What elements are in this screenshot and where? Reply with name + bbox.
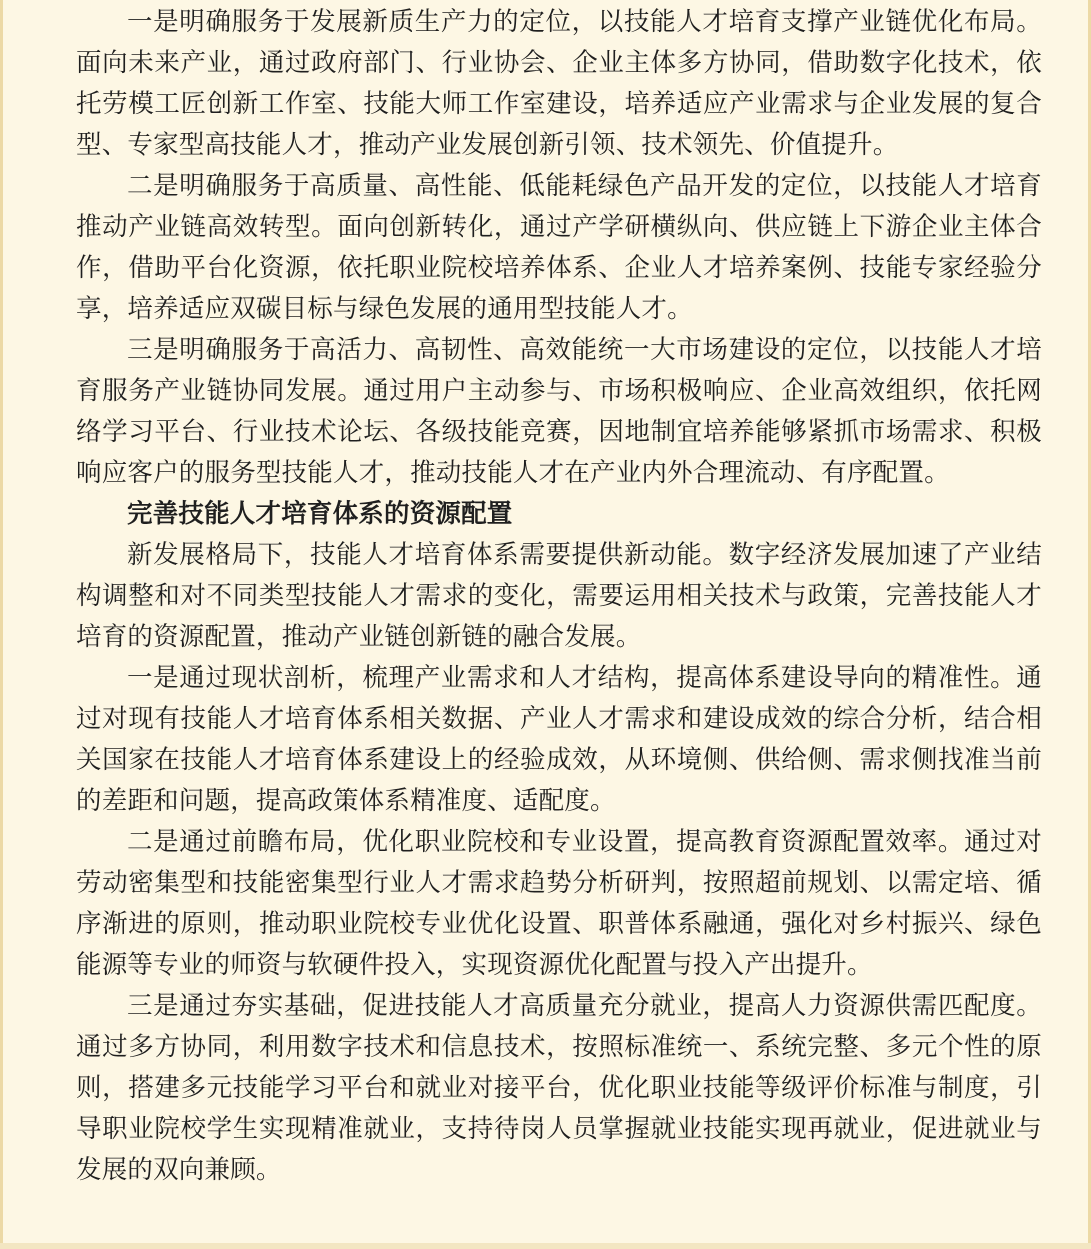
paragraph-positioning-3: 三是明确服务于高活力、高韧性、高效能统一大市场建设的定位，以技能人才培育服务产业链协同发展。通过用户主动参与、市场积极响应、企业高效组织，依托网络学习平台、行业技术论坛、各级技能竞赛，因地制宜培养能够紧抓市场需求、积极响应客户的服务型技能人才，推动技能人才在产业内外合理流动、有序配置。	[76, 335, 1042, 488]
paragraph-resource-1: 一是通过现状剖析，梳理产业需求和人才结构，提高体系建设导向的精准性。通过对现有技能人才培育体系相关数据、产业人才需求和建设成效的综合分析，结合相关国家在技能人才培育体系建设上的经验成效，从环境侧、供给侧、需求侧找准当前的差距和问题，提高政策体系精准度、适配度。	[76, 663, 1042, 816]
paragraph-resource-3: 三是通过夯实基础，促进技能人才高质量充分就业，提高人力资源供需匹配度。通过多方协同，利用数字技术和信息技术，按照标准统一、系统完整、多元个性的原则，搭建多元技能学习平台和就业对接平台，优化职业技能等级评价标准与制度，引导职业院校学生实现精准就业，支持待岗人员掌握就业技能实现再就业，促进就业与发展的双向兼顾。	[76, 991, 1042, 1185]
paragraph-intro: 新发展格局下，技能人才培育体系需要提供新动能。数字经济发展加速了产业结构调整和对不同类型技能人才需求的变化，需要运用相关技术与政策，完善技能人才培育的资源配置，推动产业链创新链的融合发展。	[76, 540, 1042, 652]
bottom-border-rule	[0, 1243, 1091, 1249]
paragraph-positioning-1: 一是明确服务于发展新质生产力的定位，以技能人才培育支撑产业链优化布局。面向未来产业，通过政府部门、行业协会、企业主体多方协同，借助数字化技术，依托劳模工匠创新工作室、技能大师工作室建设，培养适应产业需求与企业发展的复合型、专家型高技能人才，推动产业发展创新引领、技术领先、价值提升。	[76, 7, 1042, 160]
article-body	[76, 2, 1042, 1191]
left-border-rule	[0, 0, 3, 1249]
paragraph-resource-2: 二是通过前瞻布局，优化职业院校和专业设置，提高教育资源配置效率。通过对劳动密集型和技能密集型行业人才需求趋势分析研判，按照超前规划、以需定培、循序渐进的原则，推动职业院校专业优化设置、职普体系融通，强化对乡村振兴、绿色能源等专业的师资与软硬件投入，实现资源优化配置与投入产出提升。	[76, 827, 1042, 980]
section-heading: 完善技能人才培育体系的资源配置	[127, 499, 513, 529]
paragraph-positioning-2: 二是明确服务于高质量、高性能、低能耗绿色产品开发的定位，以技能人才培育推动产业链高效转型。面向创新转化，通过产学研横纵向、供应链上下游企业主体合作，借助平台化资源，依托职业院校培养体系、企业人才培养案例、技能专家经验分享，培养适应双碳目标与绿色发展的通用型技能人才。	[76, 171, 1042, 324]
